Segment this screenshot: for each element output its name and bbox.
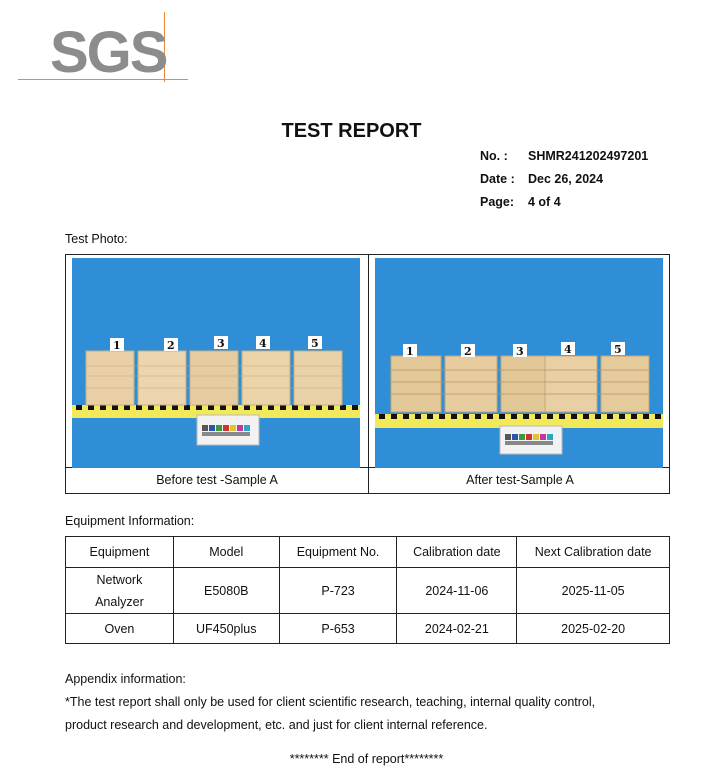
after-test-photo [375, 258, 663, 468]
table-cell-model: E5080B [173, 568, 279, 614]
col-equipment-no: Equipment No. [279, 537, 397, 568]
before-test-photo [72, 258, 360, 468]
before-sample-number-4: 4 [259, 337, 267, 350]
before-test-caption: Before test -Sample A [156, 473, 278, 487]
test-photo-table [65, 254, 670, 494]
after-sample-number-1: 1 [406, 345, 414, 358]
sgs-logo [18, 12, 188, 84]
appendix-line-2: product research and development, etc. and just for client internal reference. [65, 718, 488, 732]
before-sample-number-3: 3 [217, 337, 225, 350]
end-of-report: ******** End of report******** [289, 752, 444, 766]
after-test-photo-drawing [375, 258, 663, 468]
wood-samples [86, 351, 342, 405]
report-no-value: SHMR241202497201 [528, 149, 649, 163]
test-photo-heading: Test Photo: [65, 232, 128, 246]
appendix-heading: Appendix information: [65, 672, 186, 686]
report-date-value: Dec 26, 2024 [528, 172, 604, 186]
col-equipment: Equipment [66, 537, 174, 568]
report-no-label: No. : [480, 149, 508, 163]
table-header-row [66, 537, 670, 568]
col-next-calibration-date: Next Calibration date [517, 537, 670, 568]
appendix-section [65, 668, 665, 737]
report-page-label: Page: [480, 195, 515, 209]
color-checker-swatches [505, 434, 553, 445]
wood-samples [391, 356, 649, 412]
report-title: TEST REPORT [281, 120, 422, 142]
table-row [66, 568, 670, 614]
col-calibration-date: Calibration date [397, 537, 517, 568]
after-sample-number-2: 2 [464, 345, 472, 358]
col-model: Model [173, 537, 279, 568]
before-test-photo-drawing [72, 258, 360, 468]
equipment-heading: Equipment Information: [65, 514, 195, 528]
logo-text: SGS [50, 20, 167, 85]
table-cell-next-calibration-date: 2025-11-05 [517, 568, 670, 614]
table-cell-next-calibration-date: 2025-02-20 [517, 614, 670, 644]
table-cell-equipment-no: P-653 [279, 614, 397, 644]
table-cell-equipment-no: P-723 [279, 568, 397, 614]
before-sample-number-2: 2 [167, 339, 175, 352]
table-row [66, 614, 670, 644]
after-test-caption: After test-Sample A [466, 473, 574, 487]
photo-divider [368, 255, 369, 493]
after-sample-number-3: 3 [516, 345, 524, 358]
table-cell-calibration-date: 2024-11-06 [397, 568, 517, 614]
table-cell-equipment: Network Analyzer [66, 568, 174, 614]
after-sample-number-4: 4 [564, 343, 572, 356]
report-date-label: Date : [480, 172, 515, 186]
table-cell-equipment: Oven [66, 614, 174, 644]
color-checker-swatches [202, 425, 250, 436]
before-sample-number-5: 5 [311, 337, 319, 350]
report-meta [480, 147, 648, 216]
report-page-value: 4 of 4 [528, 195, 561, 209]
after-sample-number-5: 5 [614, 343, 622, 356]
table-cell-calibration-date: 2024-02-21 [397, 614, 517, 644]
before-sample-number-1: 1 [113, 339, 121, 352]
table-cell-model: UF450plus [173, 614, 279, 644]
equipment-table [65, 536, 670, 644]
appendix-line-1: *The test report shall only be used for client scientific research, teaching, internal quality control, [65, 695, 596, 709]
